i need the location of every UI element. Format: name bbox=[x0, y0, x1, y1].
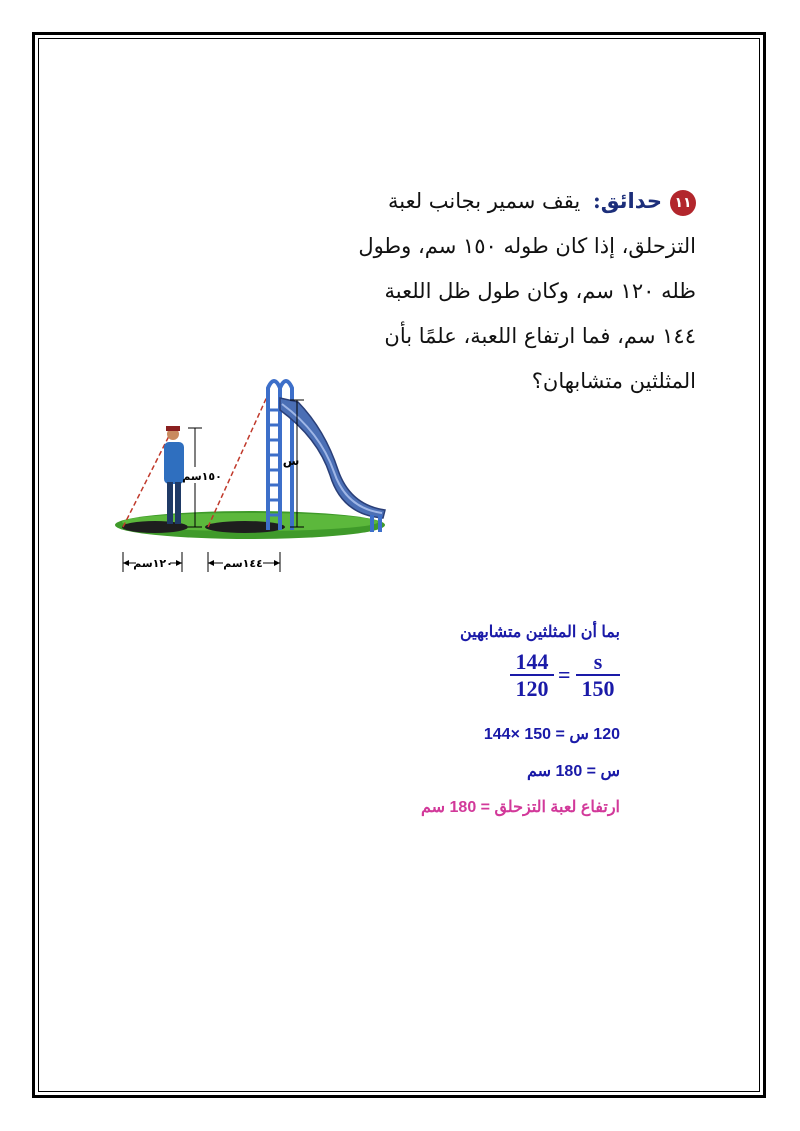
problem-first-line bbox=[296, 178, 696, 224]
fraction-left-numerator: 144 bbox=[510, 650, 554, 676]
problem-line-3: ظله ١٢٠ سم، وكان طول ظل اللعبة bbox=[384, 279, 696, 303]
solution-conclusion: ارتفاع لعبة التزحلق = 180 سم bbox=[421, 799, 620, 816]
person-shadow-label: ١٢٠سم bbox=[133, 557, 173, 570]
solution-step-1: 120 س = 150 ×144 bbox=[483, 726, 620, 743]
problem-line-4: ١٤٤ سم، فما ارتفاع اللعبة، علمًا بأن bbox=[384, 324, 696, 348]
fraction-right-denominator: 150 bbox=[581, 676, 615, 701]
slide-sun-ray bbox=[208, 390, 270, 527]
fraction-left bbox=[510, 650, 554, 702]
fraction-right bbox=[576, 650, 620, 702]
slide-shadow-label: ١٤٤سم bbox=[223, 557, 263, 570]
problem-number-badge: ١١ bbox=[670, 190, 696, 216]
slide-height-label: س bbox=[282, 454, 300, 468]
proportion-row bbox=[260, 646, 620, 712]
problem-line-5: المثلثين متشابهان؟ bbox=[531, 369, 696, 393]
slide-shadow bbox=[205, 521, 285, 533]
problem-line-2: التزحلق، إذا كان طوله ١٥٠ سم، وطول bbox=[358, 234, 696, 258]
solution-step-2: س = 180 سم bbox=[527, 763, 620, 780]
solution-intro: بما أن المثلثين متشابهين bbox=[459, 624, 620, 641]
fraction-left-denominator: 120 bbox=[515, 676, 549, 701]
topic-colon: : bbox=[592, 188, 601, 213]
problem-line-1: يقف سمير بجانب لعبة bbox=[387, 189, 581, 213]
proportion-equation bbox=[510, 650, 620, 702]
similar-triangles-figure bbox=[110, 370, 400, 585]
person-height-label: ١٥٠سم bbox=[182, 470, 222, 483]
fraction-right-numerator: s bbox=[576, 650, 620, 676]
equals-sign: = bbox=[558, 662, 571, 687]
problem-topic: حدائق bbox=[600, 189, 662, 213]
solution-block bbox=[260, 620, 620, 826]
